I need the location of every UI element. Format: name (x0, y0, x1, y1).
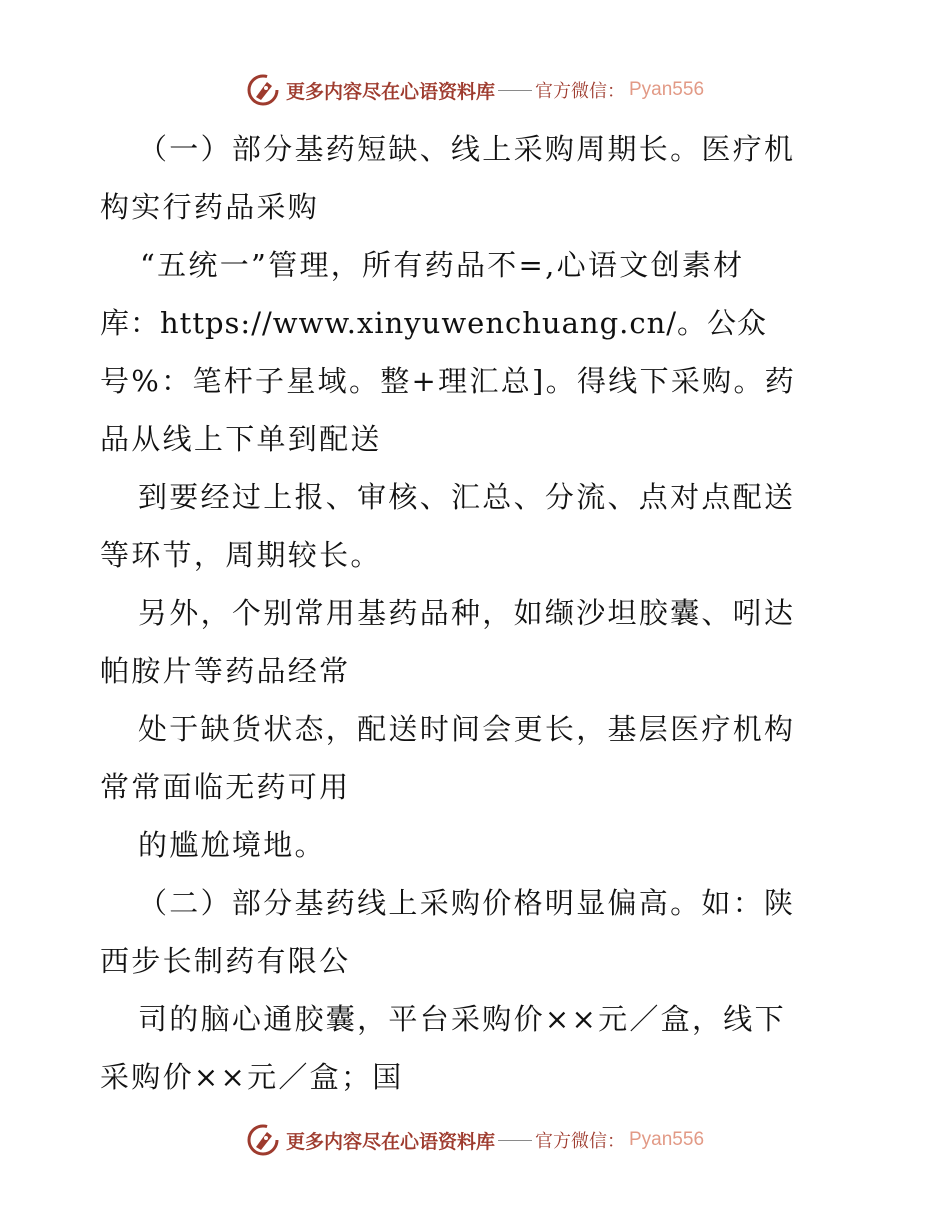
text-line: 的尴尬境地。 (138, 828, 326, 862)
text-line: （一）部分基药短缺、线上采购周期长。医疗机 (138, 132, 796, 166)
text-line: 号%：笔杆子星域。整+理汇总]。得线下采购。药 (100, 364, 797, 398)
wechat-label: 官方微信： (535, 1131, 625, 1152)
text-line: 库：https://www.xinyuwenchuang.cn/。公众 (100, 306, 768, 340)
text-line: 帕胺片等药品经常 (100, 654, 351, 688)
wechat-label: 官方微信： (535, 81, 625, 102)
text-line: 等环节，周期较长。 (100, 538, 382, 572)
footer-watermark-banner (0, 1120, 950, 1160)
wechat-id: Pyan556 (629, 1129, 705, 1150)
header-watermark-banner (0, 70, 950, 110)
text-line: 另外，个别常用基药品种，如缬沙坦胶囊、吲达 (138, 596, 796, 630)
brand-text: 更多内容尽在心语资料库 (285, 80, 495, 103)
wechat-id: Pyan556 (629, 79, 705, 100)
text-line: “五统一”管理，所有药品不=,心语文创素材 (140, 248, 745, 282)
text-line: 到要经过上报、审核、汇总、分流、点对点配送 (138, 480, 796, 514)
text-line: 采购价××元／盒；国 (100, 1060, 404, 1094)
banner-divider (498, 1140, 532, 1141)
pen-nib-logo-icon (246, 1123, 280, 1157)
text-line: 司的脑心通胶囊，平台采购价××元／盒，线下 (138, 1002, 786, 1036)
text-line: 构实行药品采购 (100, 190, 320, 224)
text-line: 处于缺货状态，配送时间会更长，基层医疗机构 (138, 712, 796, 746)
text-line: 常常面临无药可用 (100, 770, 351, 804)
text-line: （二）部分基药线上采购价格明显偏高。如：陕 (138, 886, 796, 920)
pen-nib-logo-icon (246, 73, 280, 107)
brand-text: 更多内容尽在心语资料库 (285, 1130, 495, 1153)
banner-divider (498, 90, 532, 91)
text-line: 品从线上下单到配送 (100, 422, 382, 456)
text-line: 西步长制药有限公 (100, 944, 351, 978)
document-body (100, 120, 860, 1106)
